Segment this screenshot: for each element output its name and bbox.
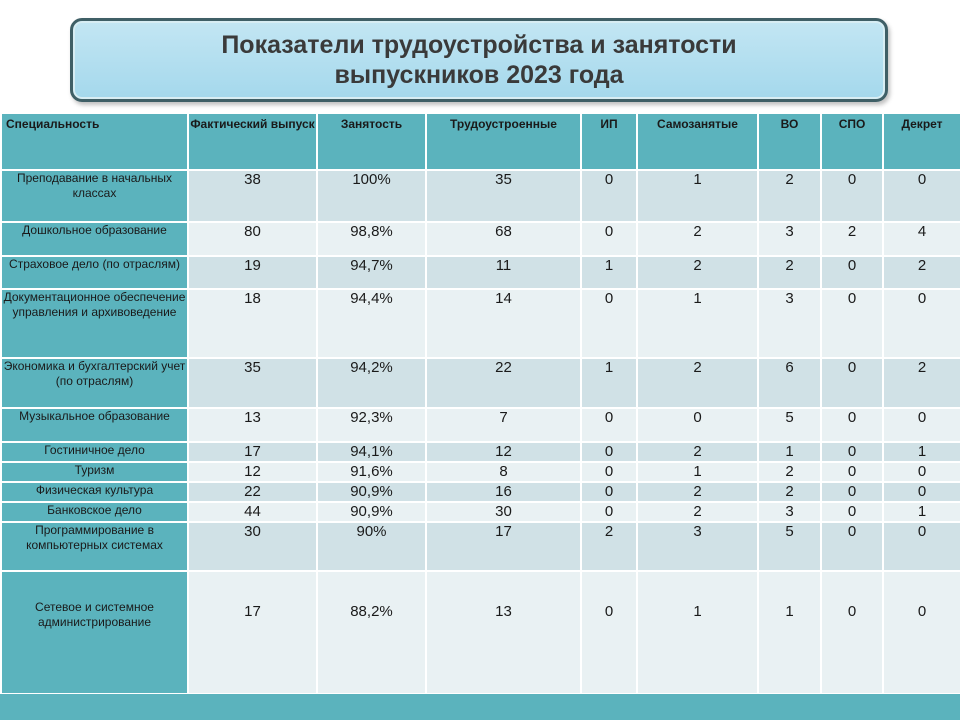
specialty-cell: Преподавание в начальных классах [1, 170, 188, 222]
value-cell: 0 [821, 358, 883, 408]
value-cell: 0 [581, 289, 637, 358]
value-cell: 2 [637, 222, 758, 256]
value-cell: 94,2% [317, 358, 426, 408]
table-row [1, 408, 960, 442]
value-cell: 0 [581, 442, 637, 462]
value-cell: 0 [883, 462, 960, 482]
value-cell: 13 [188, 408, 317, 442]
value-cell: 1 [581, 358, 637, 408]
value-cell: 1 [581, 256, 637, 289]
value-cell: 94,7% [317, 256, 426, 289]
value-cell: 0 [883, 571, 960, 694]
value-cell: 3 [758, 222, 821, 256]
value-cell: 2 [883, 358, 960, 408]
value-cell: 30 [426, 502, 581, 522]
table-row [1, 462, 960, 482]
header-cell: Фактический выпуск [188, 113, 317, 170]
value-cell: 100% [317, 170, 426, 222]
value-cell: 0 [883, 522, 960, 571]
page-title [221, 30, 736, 90]
value-cell: 0 [581, 482, 637, 502]
value-cell: 2 [581, 522, 637, 571]
value-cell: 1 [883, 442, 960, 462]
value-cell: 94,4% [317, 289, 426, 358]
header-cell: Трудоустроенные [426, 113, 581, 170]
value-cell: 19 [188, 256, 317, 289]
value-cell: 0 [581, 222, 637, 256]
table-row [1, 442, 960, 462]
value-cell: 0 [821, 170, 883, 222]
footer-bar [0, 694, 960, 720]
table-row [1, 571, 960, 694]
value-cell: 7 [426, 408, 581, 442]
specialty-cell: Экономика и бухгалтерский учет (по отраслям) [1, 358, 188, 408]
value-cell: 0 [821, 408, 883, 442]
value-cell: 44 [188, 502, 317, 522]
value-cell: 68 [426, 222, 581, 256]
value-cell: 0 [821, 442, 883, 462]
value-cell: 1 [758, 442, 821, 462]
specialty-cell: Сетевое и системное администрирование [1, 571, 188, 694]
specialty-cell: Дошкольное образование [1, 222, 188, 256]
value-cell: 90% [317, 522, 426, 571]
value-cell: 3 [758, 502, 821, 522]
value-cell: 6 [758, 358, 821, 408]
value-cell: 0 [821, 462, 883, 482]
value-cell: 3 [637, 522, 758, 571]
value-cell: 0 [581, 462, 637, 482]
title-line-1: Показатели трудоустройства и занятости [221, 31, 737, 59]
value-cell: 2 [637, 502, 758, 522]
header-cell: СПО [821, 113, 883, 170]
value-cell: 91,6% [317, 462, 426, 482]
value-cell: 0 [581, 408, 637, 442]
specialty-cell: Музыкальное образование [1, 408, 188, 442]
value-cell: 0 [883, 408, 960, 442]
value-cell: 22 [426, 358, 581, 408]
title-banner [70, 18, 888, 102]
title-line-2: выпускников 2023 года [334, 61, 624, 89]
table-row [1, 170, 960, 222]
value-cell: 80 [188, 222, 317, 256]
value-cell: 5 [758, 522, 821, 571]
value-cell: 0 [883, 289, 960, 358]
value-cell: 35 [426, 170, 581, 222]
value-cell: 2 [758, 170, 821, 222]
table-row [1, 502, 960, 522]
table-row [1, 289, 960, 358]
value-cell: 90,9% [317, 482, 426, 502]
header-cell: Специальность [1, 113, 188, 170]
value-cell: 1 [637, 289, 758, 358]
value-cell: 98,8% [317, 222, 426, 256]
table-row [1, 522, 960, 571]
value-cell: 22 [188, 482, 317, 502]
value-cell: 0 [821, 256, 883, 289]
specialty-cell: Туризм [1, 462, 188, 482]
value-cell: 0 [821, 502, 883, 522]
value-cell: 0 [821, 571, 883, 694]
value-cell: 2 [637, 442, 758, 462]
specialty-cell: Физическая культура [1, 482, 188, 502]
value-cell: 14 [426, 289, 581, 358]
table-header-row [1, 113, 960, 170]
value-cell: 4 [883, 222, 960, 256]
value-cell: 38 [188, 170, 317, 222]
value-cell: 0 [883, 482, 960, 502]
value-cell: 0 [821, 289, 883, 358]
header-cell: Занятость [317, 113, 426, 170]
value-cell: 12 [426, 442, 581, 462]
value-cell: 2 [637, 256, 758, 289]
value-cell: 1 [883, 502, 960, 522]
value-cell: 0 [581, 502, 637, 522]
value-cell: 12 [188, 462, 317, 482]
value-cell: 17 [188, 571, 317, 694]
value-cell: 2 [821, 222, 883, 256]
specialty-cell: Банковское дело [1, 502, 188, 522]
value-cell: 0 [821, 482, 883, 502]
value-cell: 90,9% [317, 502, 426, 522]
value-cell: 0 [581, 170, 637, 222]
specialty-cell: Программирование в компьютерных системах [1, 522, 188, 571]
specialty-cell: Гостиничное дело [1, 442, 188, 462]
specialty-cell: Документационное обеспечение управления и архивоведение [1, 289, 188, 358]
value-cell: 1 [637, 170, 758, 222]
value-cell: 94,1% [317, 442, 426, 462]
header-cell: ИП [581, 113, 637, 170]
value-cell: 3 [758, 289, 821, 358]
value-cell: 17 [426, 522, 581, 571]
value-cell: 2 [883, 256, 960, 289]
employment-table [0, 112, 960, 695]
value-cell: 35 [188, 358, 317, 408]
value-cell: 0 [581, 571, 637, 694]
value-cell: 5 [758, 408, 821, 442]
value-cell: 11 [426, 256, 581, 289]
value-cell: 13 [426, 571, 581, 694]
value-cell: 0 [637, 408, 758, 442]
value-cell: 1 [637, 571, 758, 694]
value-cell: 30 [188, 522, 317, 571]
value-cell: 2 [758, 256, 821, 289]
value-cell: 0 [821, 522, 883, 571]
table-row [1, 482, 960, 502]
value-cell: 2 [758, 482, 821, 502]
specialty-cell: Страховое дело (по отраслям) [1, 256, 188, 289]
table-row [1, 358, 960, 408]
value-cell: 2 [637, 358, 758, 408]
value-cell: 2 [758, 462, 821, 482]
table-row [1, 256, 960, 289]
header-cell: Декрет [883, 113, 960, 170]
value-cell: 1 [758, 571, 821, 694]
table-row [1, 222, 960, 256]
value-cell: 8 [426, 462, 581, 482]
value-cell: 92,3% [317, 408, 426, 442]
value-cell: 16 [426, 482, 581, 502]
value-cell: 18 [188, 289, 317, 358]
value-cell: 2 [637, 482, 758, 502]
value-cell: 1 [637, 462, 758, 482]
header-cell: ВО [758, 113, 821, 170]
value-cell: 0 [883, 170, 960, 222]
value-cell: 17 [188, 442, 317, 462]
value-cell: 88,2% [317, 571, 426, 694]
header-cell: Самозанятые [637, 113, 758, 170]
